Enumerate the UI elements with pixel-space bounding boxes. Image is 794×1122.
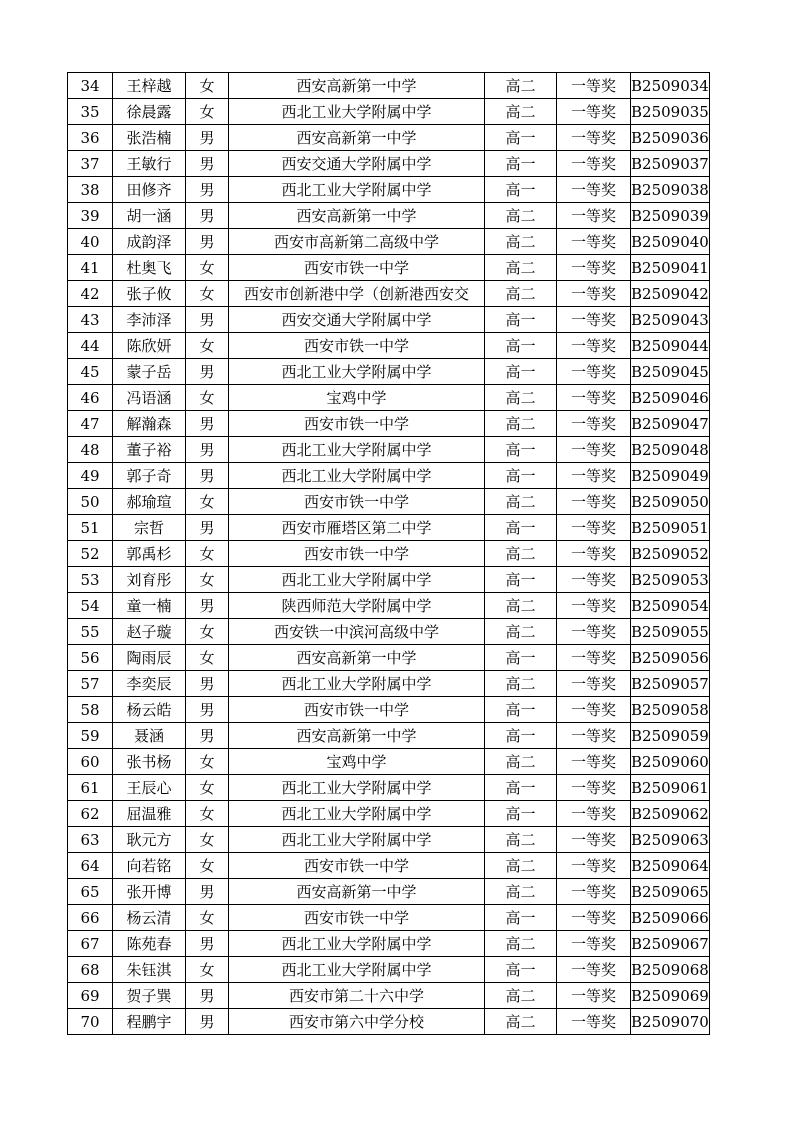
certificate-code-cell: B2509047	[631, 411, 710, 437]
award-cell: 一等奖	[557, 775, 631, 801]
certificate-code-cell: B2509055	[631, 619, 710, 645]
school-cell: 宝鸡中学	[229, 385, 485, 411]
award-cell: 一等奖	[557, 489, 631, 515]
certificate-code-cell: B2509062	[631, 801, 710, 827]
award-cell: 一等奖	[557, 333, 631, 359]
grade-cell: 高二	[485, 489, 557, 515]
gender-cell: 男	[186, 203, 229, 229]
school-cell: 西安市铁一中学	[229, 411, 485, 437]
gender-cell: 男	[186, 879, 229, 905]
grade-cell: 高一	[485, 307, 557, 333]
award-cell: 一等奖	[557, 879, 631, 905]
student-name-cell: 陶雨辰	[113, 645, 186, 671]
award-cell: 一等奖	[557, 281, 631, 307]
certificate-code-cell: B2509060	[631, 749, 710, 775]
award-cell: 一等奖	[557, 73, 631, 99]
table-row	[68, 983, 710, 1009]
certificate-code-cell: B2509045	[631, 359, 710, 385]
gender-cell: 女	[186, 99, 229, 125]
student-name-cell: 赵子璇	[113, 619, 186, 645]
table-row	[68, 125, 710, 151]
award-cell: 一等奖	[557, 125, 631, 151]
grade-cell: 高一	[485, 723, 557, 749]
gender-cell: 女	[186, 619, 229, 645]
table-row	[68, 593, 710, 619]
school-cell: 西安高新第一中学	[229, 203, 485, 229]
student-name-cell: 陈苑春	[113, 931, 186, 957]
grade-cell: 高二	[485, 827, 557, 853]
certificate-code-cell: B2509058	[631, 697, 710, 723]
gender-cell: 女	[186, 957, 229, 983]
row-number-cell: 38	[68, 177, 113, 203]
row-number-cell: 41	[68, 255, 113, 281]
student-name-cell: 杜奥飞	[113, 255, 186, 281]
grade-cell: 高一	[485, 125, 557, 151]
award-cell: 一等奖	[557, 619, 631, 645]
grade-cell: 高二	[485, 281, 557, 307]
table-row	[68, 619, 710, 645]
table-row	[68, 151, 710, 177]
certificate-code-cell: B2509046	[631, 385, 710, 411]
school-cell: 西安高新第一中学	[229, 645, 485, 671]
school-cell: 西安市铁一中学	[229, 333, 485, 359]
row-number-cell: 61	[68, 775, 113, 801]
gender-cell: 女	[186, 645, 229, 671]
gender-cell: 女	[186, 489, 229, 515]
student-name-cell: 李沛泽	[113, 307, 186, 333]
row-number-cell: 46	[68, 385, 113, 411]
student-name-cell: 郭子奇	[113, 463, 186, 489]
school-cell: 西安市铁一中学	[229, 905, 485, 931]
grade-cell: 高二	[485, 931, 557, 957]
row-number-cell: 65	[68, 879, 113, 905]
certificate-code-cell: B2509049	[631, 463, 710, 489]
grade-cell: 高二	[485, 879, 557, 905]
table-row	[68, 905, 710, 931]
school-cell: 西安市高新第二高级中学	[229, 229, 485, 255]
student-name-cell: 贺子巽	[113, 983, 186, 1009]
table-row	[68, 411, 710, 437]
student-name-cell: 郝瑜瑄	[113, 489, 186, 515]
row-number-cell: 56	[68, 645, 113, 671]
school-cell: 西安市铁一中学	[229, 489, 485, 515]
certificate-code-cell: B2509043	[631, 307, 710, 333]
gender-cell: 男	[186, 177, 229, 203]
table-row	[68, 489, 710, 515]
school-cell: 西安市铁一中学	[229, 853, 485, 879]
table-row	[68, 645, 710, 671]
grade-cell: 高一	[485, 697, 557, 723]
school-cell: 西安市铁一中学	[229, 541, 485, 567]
table-row	[68, 931, 710, 957]
award-cell: 一等奖	[557, 437, 631, 463]
gender-cell: 男	[186, 229, 229, 255]
student-name-cell: 聂涵	[113, 723, 186, 749]
table-row	[68, 229, 710, 255]
school-cell: 西安高新第一中学	[229, 723, 485, 749]
award-cell: 一等奖	[557, 905, 631, 931]
certificate-code-cell: B2509048	[631, 437, 710, 463]
award-cell: 一等奖	[557, 645, 631, 671]
gender-cell: 女	[186, 567, 229, 593]
gender-cell: 男	[186, 515, 229, 541]
student-name-cell: 成韵泽	[113, 229, 186, 255]
student-name-cell: 刘育彤	[113, 567, 186, 593]
table-row	[68, 827, 710, 853]
gender-cell: 男	[186, 359, 229, 385]
award-cell: 一等奖	[557, 853, 631, 879]
grade-cell: 高一	[485, 177, 557, 203]
award-cell: 一等奖	[557, 567, 631, 593]
student-name-cell: 张开博	[113, 879, 186, 905]
student-name-cell: 徐晨露	[113, 99, 186, 125]
grade-cell: 高二	[485, 593, 557, 619]
gender-cell: 男	[186, 931, 229, 957]
table-row	[68, 177, 710, 203]
grade-cell: 高二	[485, 229, 557, 255]
table-row	[68, 1009, 710, 1035]
school-cell: 西北工业大学附属中学	[229, 931, 485, 957]
school-cell: 西北工业大学附属中学	[229, 957, 485, 983]
award-cell: 一等奖	[557, 801, 631, 827]
gender-cell: 男	[186, 125, 229, 151]
gender-cell: 女	[186, 385, 229, 411]
grade-cell: 高一	[485, 437, 557, 463]
school-cell: 西安高新第一中学	[229, 125, 485, 151]
student-name-cell: 郭禹杉	[113, 541, 186, 567]
award-cell: 一等奖	[557, 723, 631, 749]
table-row	[68, 359, 710, 385]
row-number-cell: 47	[68, 411, 113, 437]
certificate-code-cell: B2509035	[631, 99, 710, 125]
school-cell: 西北工业大学附属中学	[229, 671, 485, 697]
grade-cell: 高二	[485, 983, 557, 1009]
certificate-code-cell: B2509034	[631, 73, 710, 99]
student-name-cell: 朱钰淇	[113, 957, 186, 983]
row-number-cell: 62	[68, 801, 113, 827]
certificate-code-cell: B2509037	[631, 151, 710, 177]
award-cell: 一等奖	[557, 203, 631, 229]
certificate-code-cell: B2509059	[631, 723, 710, 749]
table-row	[68, 281, 710, 307]
school-cell: 西北工业大学附属中学	[229, 775, 485, 801]
table-row	[68, 515, 710, 541]
award-cell: 一等奖	[557, 177, 631, 203]
table-row	[68, 957, 710, 983]
row-number-cell: 44	[68, 333, 113, 359]
table-row	[68, 463, 710, 489]
certificate-code-cell: B2509051	[631, 515, 710, 541]
school-cell: 西安高新第一中学	[229, 879, 485, 905]
school-cell: 西北工业大学附属中学	[229, 567, 485, 593]
table-row	[68, 99, 710, 125]
school-cell: 西北工业大学附属中学	[229, 437, 485, 463]
grade-cell: 高一	[485, 645, 557, 671]
row-number-cell: 50	[68, 489, 113, 515]
certificate-code-cell: B2509054	[631, 593, 710, 619]
gender-cell: 男	[186, 307, 229, 333]
table-row	[68, 203, 710, 229]
certificate-code-cell: B2509036	[631, 125, 710, 151]
award-cell: 一等奖	[557, 385, 631, 411]
school-cell: 西安交通大学附属中学	[229, 307, 485, 333]
school-cell: 陕西师范大学附属中学	[229, 593, 485, 619]
grade-cell: 高一	[485, 151, 557, 177]
certificate-code-cell: B2509066	[631, 905, 710, 931]
certificate-code-cell: B2509053	[631, 567, 710, 593]
gender-cell: 男	[186, 151, 229, 177]
grade-cell: 高二	[485, 749, 557, 775]
table-row	[68, 307, 710, 333]
grade-cell: 高二	[485, 255, 557, 281]
table-row	[68, 723, 710, 749]
award-cell: 一等奖	[557, 983, 631, 1009]
row-number-cell: 58	[68, 697, 113, 723]
certificate-code-cell: B2509067	[631, 931, 710, 957]
gender-cell: 男	[186, 697, 229, 723]
table-row	[68, 255, 710, 281]
school-cell: 西北工业大学附属中学	[229, 177, 485, 203]
student-name-cell: 杨云皓	[113, 697, 186, 723]
gender-cell: 女	[186, 333, 229, 359]
school-cell: 西北工业大学附属中学	[229, 463, 485, 489]
row-number-cell: 45	[68, 359, 113, 385]
row-number-cell: 57	[68, 671, 113, 697]
award-cell: 一等奖	[557, 931, 631, 957]
award-cell: 一等奖	[557, 255, 631, 281]
table-row	[68, 671, 710, 697]
school-cell: 宝鸡中学	[229, 749, 485, 775]
school-cell: 西安高新第一中学	[229, 73, 485, 99]
grade-cell: 高二	[485, 1009, 557, 1035]
gender-cell: 女	[186, 853, 229, 879]
gender-cell: 男	[186, 463, 229, 489]
award-results-table	[67, 72, 710, 1035]
row-number-cell: 35	[68, 99, 113, 125]
table-row	[68, 879, 710, 905]
award-cell: 一等奖	[557, 229, 631, 255]
award-cell: 一等奖	[557, 671, 631, 697]
row-number-cell: 60	[68, 749, 113, 775]
gender-cell: 男	[186, 983, 229, 1009]
row-number-cell: 42	[68, 281, 113, 307]
grade-cell: 高一	[485, 567, 557, 593]
student-name-cell: 董子裕	[113, 437, 186, 463]
school-cell: 西安市铁一中学	[229, 697, 485, 723]
award-cell: 一等奖	[557, 1009, 631, 1035]
award-cell: 一等奖	[557, 697, 631, 723]
row-number-cell: 39	[68, 203, 113, 229]
school-cell: 西北工业大学附属中学	[229, 99, 485, 125]
row-number-cell: 51	[68, 515, 113, 541]
certificate-code-cell: B2509057	[631, 671, 710, 697]
student-name-cell: 王辰心	[113, 775, 186, 801]
certificate-code-cell: B2509038	[631, 177, 710, 203]
award-cell: 一等奖	[557, 515, 631, 541]
student-name-cell: 田修齐	[113, 177, 186, 203]
gender-cell: 女	[186, 541, 229, 567]
row-number-cell: 52	[68, 541, 113, 567]
row-number-cell: 63	[68, 827, 113, 853]
grade-cell: 高一	[485, 957, 557, 983]
row-number-cell: 43	[68, 307, 113, 333]
row-number-cell: 69	[68, 983, 113, 1009]
student-name-cell: 解瀚森	[113, 411, 186, 437]
award-cell: 一等奖	[557, 541, 631, 567]
row-number-cell: 37	[68, 151, 113, 177]
gender-cell: 女	[186, 801, 229, 827]
grade-cell: 高一	[485, 359, 557, 385]
certificate-code-cell: B2509070	[631, 1009, 710, 1035]
school-cell: 西安市第六中学分校	[229, 1009, 485, 1035]
row-number-cell: 54	[68, 593, 113, 619]
grade-cell: 高一	[485, 463, 557, 489]
gender-cell: 女	[186, 255, 229, 281]
grade-cell: 高二	[485, 385, 557, 411]
student-name-cell: 陈欣妍	[113, 333, 186, 359]
school-cell: 西安铁一中滨河高级中学	[229, 619, 485, 645]
grade-cell: 高二	[485, 853, 557, 879]
student-name-cell: 童一楠	[113, 593, 186, 619]
award-cell: 一等奖	[557, 593, 631, 619]
award-cell: 一等奖	[557, 463, 631, 489]
table-row	[68, 437, 710, 463]
school-cell: 西安市创新港中学（创新港西安交	[229, 281, 485, 307]
row-number-cell: 48	[68, 437, 113, 463]
row-number-cell: 34	[68, 73, 113, 99]
student-name-cell: 杨云清	[113, 905, 186, 931]
table-row	[68, 567, 710, 593]
award-cell: 一等奖	[557, 359, 631, 385]
table-row	[68, 801, 710, 827]
table-row	[68, 333, 710, 359]
grade-cell: 高二	[485, 203, 557, 229]
grade-cell: 高二	[485, 73, 557, 99]
school-cell: 西北工业大学附属中学	[229, 359, 485, 385]
grade-cell: 高一	[485, 333, 557, 359]
student-name-cell: 屈温雅	[113, 801, 186, 827]
school-cell: 西安交通大学附属中学	[229, 151, 485, 177]
student-name-cell: 张浩楠	[113, 125, 186, 151]
student-name-cell: 李奕辰	[113, 671, 186, 697]
student-name-cell: 蒙子岳	[113, 359, 186, 385]
certificate-code-cell: B2509041	[631, 255, 710, 281]
gender-cell: 女	[186, 281, 229, 307]
certificate-code-cell: B2509065	[631, 879, 710, 905]
gender-cell: 女	[186, 775, 229, 801]
grade-cell: 高一	[485, 905, 557, 931]
certificate-code-cell: B2509063	[631, 827, 710, 853]
certificate-code-cell: B2509061	[631, 775, 710, 801]
certificate-code-cell: B2509040	[631, 229, 710, 255]
gender-cell: 女	[186, 905, 229, 931]
gender-cell: 女	[186, 827, 229, 853]
certificate-code-cell: B2509052	[631, 541, 710, 567]
student-name-cell: 宗哲	[113, 515, 186, 541]
certificate-code-cell: B2509068	[631, 957, 710, 983]
gender-cell: 女	[186, 749, 229, 775]
row-number-cell: 67	[68, 931, 113, 957]
table-row	[68, 775, 710, 801]
row-number-cell: 68	[68, 957, 113, 983]
table-row	[68, 697, 710, 723]
gender-cell: 男	[186, 437, 229, 463]
award-cell: 一等奖	[557, 307, 631, 333]
gender-cell: 男	[186, 593, 229, 619]
student-name-cell: 向若铭	[113, 853, 186, 879]
student-name-cell: 程鹏宇	[113, 1009, 186, 1035]
row-number-cell: 53	[68, 567, 113, 593]
row-number-cell: 49	[68, 463, 113, 489]
results-table-body	[68, 73, 710, 1035]
student-name-cell: 王梓越	[113, 73, 186, 99]
school-cell: 西安市雁塔区第二中学	[229, 515, 485, 541]
student-name-cell: 王敏行	[113, 151, 186, 177]
certificate-code-cell: B2509064	[631, 853, 710, 879]
grade-cell: 高二	[485, 99, 557, 125]
certificate-code-cell: B2509042	[631, 281, 710, 307]
award-cell: 一等奖	[557, 99, 631, 125]
student-name-cell: 张书杨	[113, 749, 186, 775]
school-cell: 西北工业大学附属中学	[229, 801, 485, 827]
grade-cell: 高二	[485, 619, 557, 645]
gender-cell: 男	[186, 1009, 229, 1035]
table-row	[68, 853, 710, 879]
certificate-code-cell: B2509044	[631, 333, 710, 359]
student-name-cell: 张子攸	[113, 281, 186, 307]
row-number-cell: 66	[68, 905, 113, 931]
grade-cell: 高二	[485, 541, 557, 567]
table-row	[68, 749, 710, 775]
table-row	[68, 73, 710, 99]
award-cell: 一等奖	[557, 411, 631, 437]
certificate-code-cell: B2509050	[631, 489, 710, 515]
student-name-cell: 胡一涵	[113, 203, 186, 229]
gender-cell: 男	[186, 411, 229, 437]
award-cell: 一等奖	[557, 151, 631, 177]
gender-cell: 男	[186, 723, 229, 749]
school-cell: 西安市第二十六中学	[229, 983, 485, 1009]
grade-cell: 高一	[485, 775, 557, 801]
row-number-cell: 70	[68, 1009, 113, 1035]
row-number-cell: 40	[68, 229, 113, 255]
row-number-cell: 59	[68, 723, 113, 749]
row-number-cell: 55	[68, 619, 113, 645]
grade-cell: 高一	[485, 515, 557, 541]
grade-cell: 高一	[485, 801, 557, 827]
row-number-cell: 36	[68, 125, 113, 151]
award-cell: 一等奖	[557, 957, 631, 983]
school-cell: 西安市铁一中学	[229, 255, 485, 281]
student-name-cell: 冯语涵	[113, 385, 186, 411]
student-name-cell: 耿元方	[113, 827, 186, 853]
gender-cell: 男	[186, 671, 229, 697]
grade-cell: 高二	[485, 671, 557, 697]
table-row	[68, 541, 710, 567]
gender-cell: 女	[186, 73, 229, 99]
certificate-code-cell: B2509056	[631, 645, 710, 671]
row-number-cell: 64	[68, 853, 113, 879]
certificate-code-cell: B2509039	[631, 203, 710, 229]
school-cell: 西北工业大学附属中学	[229, 827, 485, 853]
grade-cell: 高二	[485, 411, 557, 437]
award-cell: 一等奖	[557, 827, 631, 853]
certificate-code-cell: B2509069	[631, 983, 710, 1009]
award-cell: 一等奖	[557, 749, 631, 775]
table-row	[68, 385, 710, 411]
